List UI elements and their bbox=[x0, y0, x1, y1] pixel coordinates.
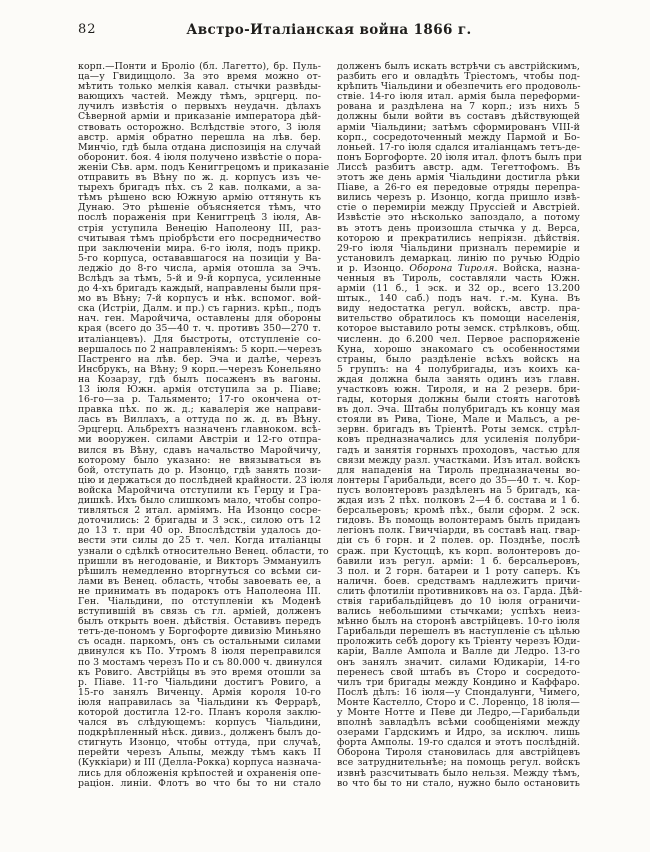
text-line: стигнуть Изонцо, чтобы оттуда, при случаѣ, bbox=[78, 737, 321, 749]
text-line: узнали о сдѣлкѣ относительно Венец. области, то bbox=[78, 545, 329, 557]
text-line: вступившій въ связь съ гл. арміей, долженъ bbox=[78, 606, 321, 618]
text-line: ствіе. 14-го іюля итал. армія была переформи- bbox=[337, 91, 580, 103]
text-line: онъ занялъ значит. силами Юдикаріи, 14-го bbox=[337, 656, 580, 668]
text-line: ствовать осторожно. Вслѣдствіе этого, 3 іюля bbox=[78, 121, 321, 133]
text-line: тѣмъ рѣшено всю Южную армію оттянуть къ bbox=[78, 192, 321, 204]
text-line: проложить себѣ дорогу къ Тріенту черезъ Юди- bbox=[337, 636, 580, 648]
text-line: Извѣстіе это нѣсколько запоздало, а потому bbox=[337, 212, 580, 224]
text-line: въ этотъ день произошла стычка у д. Верса, bbox=[337, 222, 580, 234]
text-line: вершалось по 2 направленіямъ: 5 корп.—черезъ bbox=[78, 343, 322, 355]
text-line: вались небольшими стычками; успѣхъ неиз- bbox=[337, 606, 580, 618]
text-line: въ дол. Эча. Штабы полубригадъ къ концу мая bbox=[337, 404, 580, 416]
text-line: до 4-хъ бригадъ каждый, направлены были пря- bbox=[78, 283, 321, 295]
text-line: вполнѣ завладѣлъ всѣми сообщеніями между bbox=[337, 717, 580, 729]
text-line: берсальеровъ; кромѣ пѣх., были сформ. 2 эск. bbox=[337, 505, 580, 517]
text-line: тырехъ бригадъ пѣх. съ 2 кав. полками, а за- bbox=[78, 182, 321, 194]
text-line: численн. до 6.200 чел. Первое распоряженіе bbox=[337, 333, 580, 345]
text-line: озерами Гардскимъ и Идро, за исключ. лишь bbox=[337, 727, 580, 739]
text-line: корп.—Понти и Броліо (бл. Лагетто), бр. Пуль- bbox=[78, 61, 321, 72]
text-line: австр. армія обратно перешла на лѣв. бер. bbox=[78, 131, 321, 143]
text-line: подкрѣпленный нѣск. дивиз., долженъ былъ до- bbox=[78, 727, 321, 739]
text-line: все затруднительнѣе; на помощь регул. войскъ bbox=[337, 757, 580, 769]
text-line: лись для обложенія крѣпостей и охраненія опе- bbox=[78, 767, 321, 779]
text-line: корп., сосредоточенный между Пармой и Бо- bbox=[337, 131, 580, 143]
text-line: 16-го—за р. Тальяменто; 17-го окончена от- bbox=[78, 394, 321, 406]
text-line: дишкѣ. Ихъ было слишкомъ мало, чтобы сопро- bbox=[78, 495, 321, 507]
text-line: наличн. боев. средствамъ надлежитъ причи- bbox=[337, 575, 580, 587]
text-line: пришли въ негодованіе, и Викторъ Эммануилъ bbox=[78, 555, 321, 567]
text-line: считывая тѣмъ пріобрѣсти его посредничество bbox=[78, 232, 321, 244]
text-line: 15-го занялъ Виченцу. Армія короля 10-го bbox=[78, 686, 321, 698]
text-line: края (всего до 35—40 т. ч. противъ 350—270 т. bbox=[78, 323, 321, 335]
text-line: у Монте Нотте и Певе ди Ледро,—Гарибальди bbox=[337, 707, 580, 718]
text-line: доточились: 2 бригады и 3 эск., силою отъ 12 bbox=[78, 515, 321, 527]
text-line: лоньей. 17-го іюля сдался италіанцамъ тетъ-де- bbox=[337, 141, 580, 153]
text-line: р. Піаве. 11-го Чіальдини достигъ Ровиго, а bbox=[78, 676, 321, 688]
text-line: правка пѣх. по ж. д.; кавалерія же направи- bbox=[78, 404, 321, 416]
text-line: сраж. при Кустоццѣ, къ корп. волонтеровъ до- bbox=[337, 545, 580, 557]
text-line: Оборона Тироля становилась для австрійцевъ bbox=[337, 747, 580, 759]
text-line: во что бы то ни стало, нужно было остановить bbox=[337, 777, 580, 789]
text-line: Гарибальди перешелъ въ наступленіе съ цѣлью bbox=[337, 626, 580, 638]
text-line: Ген. Чіальдини, по отступленіи къ Моденѣ bbox=[78, 595, 321, 607]
text-line: штык., 140 саб.) подъ нач. г.-м. Куна. Въ bbox=[337, 293, 580, 305]
text-line: 29-го іюля Чіальдини призналъ перемиріе и bbox=[337, 242, 580, 254]
text-line: 13 іюля Южн. армія отступила за р. Піаве; bbox=[78, 384, 321, 395]
text-line: разбить его и овладѣть Тріестомъ, чтобы под- bbox=[337, 71, 580, 83]
text-line: къ Ровиго. Австрійцы въ это время отошли за bbox=[78, 666, 321, 678]
text-line: лами въ Венец. область, чтобы завоевать ее, а bbox=[78, 575, 321, 587]
text-line: Сѣверной арміи и приказаніе императора дѣй- bbox=[78, 111, 321, 123]
text-line: арміи Чіальдини; затѣмъ сформированъ VIII-й bbox=[337, 121, 580, 133]
text-line: Послѣ дѣлъ: 16 іюля—у Спондалунги, Чимего, bbox=[337, 686, 580, 698]
text-line: бой, отступать до р. Изонцо, гдѣ занять пози- bbox=[78, 464, 321, 476]
page-number: 82 bbox=[78, 22, 97, 37]
text-line: слить флотиліи противниковъ на оз. Гарда. Дѣй- bbox=[337, 585, 583, 597]
text-line: гады, которыя должны были стоять наготовѣ bbox=[337, 394, 580, 406]
text-line: Пастренго на лѣв. бер. Эча и далѣе, черезъ bbox=[78, 353, 321, 365]
text-line: вился въ Вѣну, сдавъ начальство Маройчичу, bbox=[78, 444, 321, 456]
text-line: вительство обратилось къ помощи населенія, bbox=[337, 313, 580, 325]
page-title: Австро-Италіанская война 1866 г. bbox=[186, 22, 472, 38]
text-line: лучилъ извѣстія о первыхъ неудачн. дѣлахъ bbox=[78, 101, 321, 113]
text-line: которой достигла 12-го. Планъ короля заклю- bbox=[78, 707, 321, 718]
text-line: должны были войти въ составъ дѣйствующей bbox=[337, 111, 580, 123]
text-line: Куна, хорошо знакомаго съ особенностями bbox=[337, 343, 580, 355]
text-line: вились черезъ р. Изонцо, когда пришло извѣ- bbox=[337, 192, 580, 204]
text-line: діи съ 6 горн. и 2 полев. ор. Позднѣе, послѣ bbox=[337, 535, 580, 547]
text-line: чался въ слѣдующемъ: корпусъ Чіальдини, bbox=[78, 717, 321, 729]
text-line: ждая должна была занять одинъ изъ главн. bbox=[337, 373, 580, 385]
text-line: ска (Истріи, Далм. и пр.) съ гарниз. крѣп., подъ bbox=[78, 303, 321, 315]
text-line: по 3 мостамъ черезъ По и съ 80.000 ч. двинулся bbox=[78, 656, 323, 668]
text-line: стрія уступила Венецію Наполеону III, раз- bbox=[78, 222, 321, 234]
text-line: ствія гарибальдійцевъ до 10 іюля ограничи- bbox=[337, 595, 580, 607]
text-line: тивляться 2 итал. арміямъ. На Изонцо сосре- bbox=[78, 505, 321, 517]
text-line: установилъ демаркац. линію по ручью Юдріо bbox=[337, 252, 580, 264]
text-line: чилъ три бригады между Кондино и Каффаро. bbox=[337, 676, 580, 688]
text-line: ченныя въ Тироль, составляли часть Южн. bbox=[337, 272, 580, 284]
text-line: при заключеніи мира. 6-го іюля, подъ прикр. bbox=[78, 242, 321, 254]
text-line: гидовъ. Въ помощь волонтерамъ былъ приданъ bbox=[337, 515, 580, 527]
text-line: 5 группъ: на 4 полубригады, изъ коихъ ка- bbox=[337, 363, 580, 375]
text-line: женіи Сѣв. арм. подъ Кениггрецомъ и приказаніе bbox=[78, 161, 330, 173]
text-line: гадъ и занятія горныхъ проходовъ, частью для bbox=[337, 444, 580, 456]
text-line: тетъ-де-пономъ у Боргофорте дивизію Миньяно bbox=[78, 626, 321, 638]
text-line: раціон. линіи. Флотъ во что бы то ни стало bbox=[78, 777, 321, 789]
text-line: Монте Кастелло, Сторо и С. Лоренцо, 18 іюля— bbox=[337, 696, 580, 708]
text-line: цію и держаться до послѣдней крайности. 23 іюля bbox=[78, 474, 334, 486]
text-line: и р. Изонцо. Оборона Тироля. Войска, назна- bbox=[337, 262, 581, 274]
text-line: виду недостатка регул. войскъ, австр. пра- bbox=[337, 303, 580, 315]
text-line: Піаве, а 26-го ея передовые отряды перепра- bbox=[337, 182, 580, 194]
text-line: которою и прекратились непріязн. дѣйствія. bbox=[337, 232, 580, 244]
text-line: стіе о перемиріи между Пруссіей и Австріей. bbox=[337, 202, 580, 214]
text-line: которому было указано: не ввязываться въ bbox=[78, 454, 321, 466]
text-line: легіонъ полк. Гвиччіарди, въ составѣ нац. гвар- bbox=[337, 525, 580, 537]
text-line: для нападенія на Тироль предназначены во- bbox=[337, 464, 580, 476]
text-line: 3 пол. и 2 горн. батареи и 1 роту саперъ. Къ bbox=[337, 565, 580, 577]
text-line: страны, было раздѣленіе всѣхъ войскъ на bbox=[337, 353, 580, 365]
text-line: двинулся къ По. Утромъ 8 іюля переправился bbox=[78, 646, 321, 658]
text-line: перенесъ свой штабъ въ Сторо и сосредото- bbox=[337, 666, 580, 678]
text-line: войска Маройчича отступили къ Герцу и Гра- bbox=[78, 484, 321, 496]
text-line: 5-го корпуса, остававшагося на позиціи у Ва- bbox=[78, 252, 321, 264]
text-line: Инсбрукъ, на Вѣну; 9 корп.—черезъ Конельяно bbox=[78, 363, 321, 375]
text-line: италіанцевъ). Для быстроты, отступленіе со- bbox=[78, 333, 321, 345]
text-line: леджіо до 8-го числа, армія отошла за Эчъ. bbox=[78, 262, 321, 274]
text-line: связи между разл. участками. Изъ итал. войскъ bbox=[337, 454, 580, 466]
text-line: понъ Боргофорте. 20 іюля итал. флотъ былъ при bbox=[337, 151, 582, 163]
text-line: до 13 т. при 40 ор. Впослѣдствіи удалось до- bbox=[78, 525, 321, 537]
column-left bbox=[78, 61, 334, 789]
text-line: пусъ волонтеровъ раздѣленъ на 5 бригадъ, ка- bbox=[337, 484, 580, 496]
text-line: отправить въ Вѣну по ж. д. корпусъ изъ че- bbox=[78, 172, 321, 184]
text-line: лась въ Виллахъ, а оттуда по ж. д. въ Вѣну. bbox=[78, 414, 321, 426]
text-line: вести эти силы до 25 т. чел. Когда италіанцы bbox=[78, 535, 321, 547]
text-line: ми вооружен. силами Австріи и 12-го отпра- bbox=[78, 434, 321, 446]
text-line: арміи (11 б., 1 эск. и 32 ор., всего 13.200 bbox=[337, 283, 580, 295]
text-line: іюля направилась за Чіальдини къ Феррарѣ, bbox=[78, 696, 321, 708]
text-line: зервн. бригадъ въ Тріентѣ. Роты земск. стрѣл- bbox=[337, 424, 580, 436]
text-line: перейти черезъ Альпы, между тѣмъ какъ II bbox=[78, 747, 321, 759]
text-line: долженъ былъ искать встрѣчи съ австрійскимъ, bbox=[337, 61, 580, 72]
text-line: мо въ Вѣну; 7-й корпусъ и нѣк. вспомог. вой- bbox=[78, 293, 321, 305]
text-line: рѣшилъ немедленно вторгнуться со всѣми си- bbox=[78, 565, 321, 577]
text-line: бавили изъ регул. арміи: 1 б. берсальеровъ, bbox=[337, 555, 580, 567]
text-line: нач. ген. Маройчича, оставлены для обороны bbox=[78, 313, 321, 325]
text-line: крѣпить Чіальдини и обезпечить его продоволь- bbox=[337, 81, 581, 93]
text-line: съ осадн. паркомъ, онъ съ остальными силами bbox=[78, 636, 321, 648]
text-line: мѣнно былъ на сторонѣ австрійцевъ. 10-го іюля bbox=[337, 616, 580, 628]
text-line: былъ открыть воен. дѣйствія. Оставивъ передъ bbox=[78, 616, 321, 628]
column-right bbox=[337, 61, 583, 789]
text-line: рована и раздѣлена на 7 корп.; изъ нихъ 5 bbox=[337, 101, 580, 113]
text-line: Эрцгерц. Альбрехтъ назначенъ главноком. всѣ- bbox=[78, 424, 321, 436]
text-line: извнѣ разсчитывать было нельзя. Между тѣмъ, bbox=[337, 767, 580, 779]
text-line: послѣ пораженія при Кениггрецѣ 3 іюля, Ав- bbox=[78, 212, 321, 224]
text-line: Дунаю. Это рѣшеніе объясняется тѣмъ, что bbox=[78, 202, 321, 214]
text-line: Минчіо, гдѣ была отдана диспозиція на случай bbox=[78, 141, 321, 153]
text-line: мѣтить только мелкія кавал. стычки развѣды- bbox=[78, 81, 321, 93]
page-header bbox=[78, 20, 580, 40]
text-line: участковъ южн. Тироля, и на 2 резерв. бри- bbox=[337, 384, 580, 395]
text-line: не принимать въ подарокъ отъ Наполеона III. bbox=[78, 585, 321, 597]
text-line: на Козарзу, гдѣ былъ посаженъ въ вагоны. bbox=[78, 373, 321, 385]
text-line: этотъ же день армія Чіальдини достигла рѣки bbox=[337, 172, 580, 184]
text-line: лонтеры Гарибальди, всего до 35—40 т. ч. Кор- bbox=[337, 474, 580, 486]
text-line: которое выставило роты земск. стрѣлковъ, общ. bbox=[337, 323, 581, 335]
text-line: форта Амполы. 19-го сдался и этотъ послѣдній. bbox=[337, 737, 580, 749]
text-columns bbox=[78, 61, 583, 789]
text-line: Лиссѣ разбитъ австр. адм. Тегеттофомъ. Въ bbox=[337, 161, 580, 173]
text-line: (Куккіари) и III (Делла-Рокка) корпуса назнача- bbox=[78, 757, 322, 769]
text-line: Вслѣдъ за тѣмъ, 5-й и 9-й корпуса, усиленные bbox=[78, 272, 321, 284]
scanned-page bbox=[78, 20, 583, 789]
text-line: ковъ предназначались для усиленія полубри- bbox=[337, 434, 580, 446]
text-line: стояли въ Рива, Тіоне, Мале и Мальсъ, а ре- bbox=[337, 414, 580, 426]
text-line: вающихъ частей. Между тѣмъ, эрцгерц. по- bbox=[78, 91, 321, 103]
text-line: ца—у Гвидиццоло. За это время можно от- bbox=[78, 71, 321, 83]
text-line: оборонит. боя. 4 іюля получено извѣстіе о пора- bbox=[78, 151, 322, 163]
text-line: каріи, Валле Ампола и Валле ди Ледро. 13-го bbox=[337, 646, 580, 658]
text-line: ждая изъ 2 пѣх. полковъ 2—4 б. состава и 1 б. bbox=[337, 495, 580, 507]
